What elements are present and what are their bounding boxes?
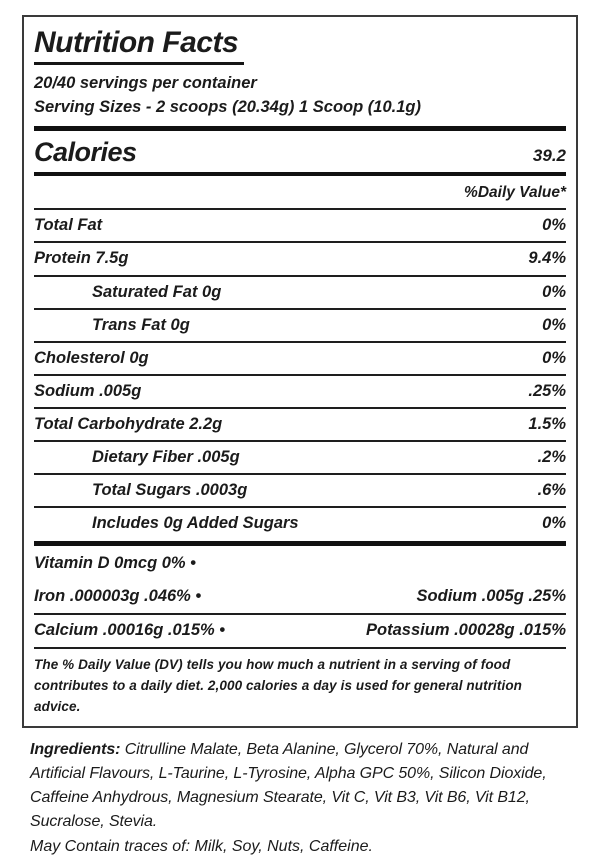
ingredients-paragraph xyxy=(30,738,570,834)
panel-title: Nutrition Facts xyxy=(34,25,244,65)
nutrient-name: Includes 0g Added Sugars xyxy=(92,514,299,533)
nutrient-dv: 0% xyxy=(542,216,566,235)
nutrient-dv: 1.5% xyxy=(528,415,566,434)
micro-row-calcium-potassium xyxy=(34,615,566,649)
micro-row-vitamin-d xyxy=(34,548,566,580)
ingredients-label: Ingredients: xyxy=(30,740,121,758)
nutrient-dv: .25% xyxy=(528,381,566,400)
daily-value-footnote: The % Daily Value (DV) tells you how much a nutrient in a serving of food contributes to a daily diet. 2,000 calories a day is used for general nutrition advice. xyxy=(34,656,523,714)
nutrient-name: Total Carbohydrate 2.2g xyxy=(34,415,223,434)
nutrient-row-sodium xyxy=(34,374,566,407)
calories-value: 39.2 xyxy=(532,146,566,166)
nutrient-row-trans-fat xyxy=(34,308,566,341)
servings-per-container: 20/40 servings per container xyxy=(34,73,257,92)
nutrition-label-page xyxy=(0,15,600,855)
nutrient-dv: 0% xyxy=(542,315,566,334)
micro-left: Calcium .00016g .015% • xyxy=(34,620,226,639)
nutrient-row-added-sugars xyxy=(34,506,566,539)
thick-divider xyxy=(34,172,566,176)
nutrient-name: Total Sugars .0003g xyxy=(92,481,248,500)
nutrient-dv: 0% xyxy=(542,514,566,533)
nutrient-name: Protein 7.5g xyxy=(34,249,129,268)
nutrient-name: Dietary Fiber .005g xyxy=(92,448,240,467)
nutrient-name: Cholesterol 0g xyxy=(34,348,149,367)
nutrient-row-total-carbohydrate xyxy=(34,407,566,440)
nutrient-row-total-fat xyxy=(34,208,566,241)
calories-label: Calories xyxy=(34,137,137,168)
thick-divider xyxy=(34,541,566,546)
nutrient-dv: 9.4% xyxy=(528,249,566,268)
serving-size: Serving Sizes - 2 scoops (20.34g) 1 Scoop (10.1g) xyxy=(34,97,421,116)
nutrient-row-total-sugars xyxy=(34,473,566,506)
nutrient-name: Total Fat xyxy=(34,216,103,235)
micro-right: Potassium .00028g .015% xyxy=(366,620,566,639)
may-contain-notice: May Contain traces of: Milk, Soy, Nuts, Caffeine. xyxy=(30,837,373,855)
nutrient-dv: 0% xyxy=(542,348,566,367)
nutrient-dv: .2% xyxy=(537,448,566,467)
nutrient-row-protein xyxy=(34,241,566,274)
micro-left: Iron .000003g .046% • xyxy=(34,586,202,605)
nutrient-dv: .6% xyxy=(537,481,566,500)
ingredients-text: Citrulline Malate, Beta Alanine, Glycerol 70%, Natural and Artificial Flavours, L-Taurine, L-Tyrosine, Alpha GPC 50%, Silicon Dioxide, Caffeine Anhydrous, Magnesium Stearate, Vit C, Vit B3, Vit B6, Vit B12, Sucralose, Stevia. xyxy=(30,740,547,830)
calories-row xyxy=(34,133,566,171)
daily-value-header: %Daily Value* xyxy=(464,184,566,202)
nutrient-name: Sodium .005g xyxy=(34,381,142,400)
nutrient-row-saturated-fat xyxy=(34,275,566,308)
nutrient-row-dietary-fiber xyxy=(34,440,566,473)
nutrition-facts-panel xyxy=(22,15,578,728)
nutrient-name: Trans Fat 0g xyxy=(92,315,190,334)
micro-row-iron-sodium xyxy=(34,581,566,615)
thick-divider xyxy=(34,126,566,131)
nutrient-dv: 0% xyxy=(542,282,566,301)
nutrient-name: Saturated Fat 0g xyxy=(92,282,222,301)
nutrient-row-cholesterol xyxy=(34,341,566,374)
micro-right: Sodium .005g .25% xyxy=(416,586,566,605)
micro-left: Vitamin D 0mcg 0% • xyxy=(34,554,196,573)
